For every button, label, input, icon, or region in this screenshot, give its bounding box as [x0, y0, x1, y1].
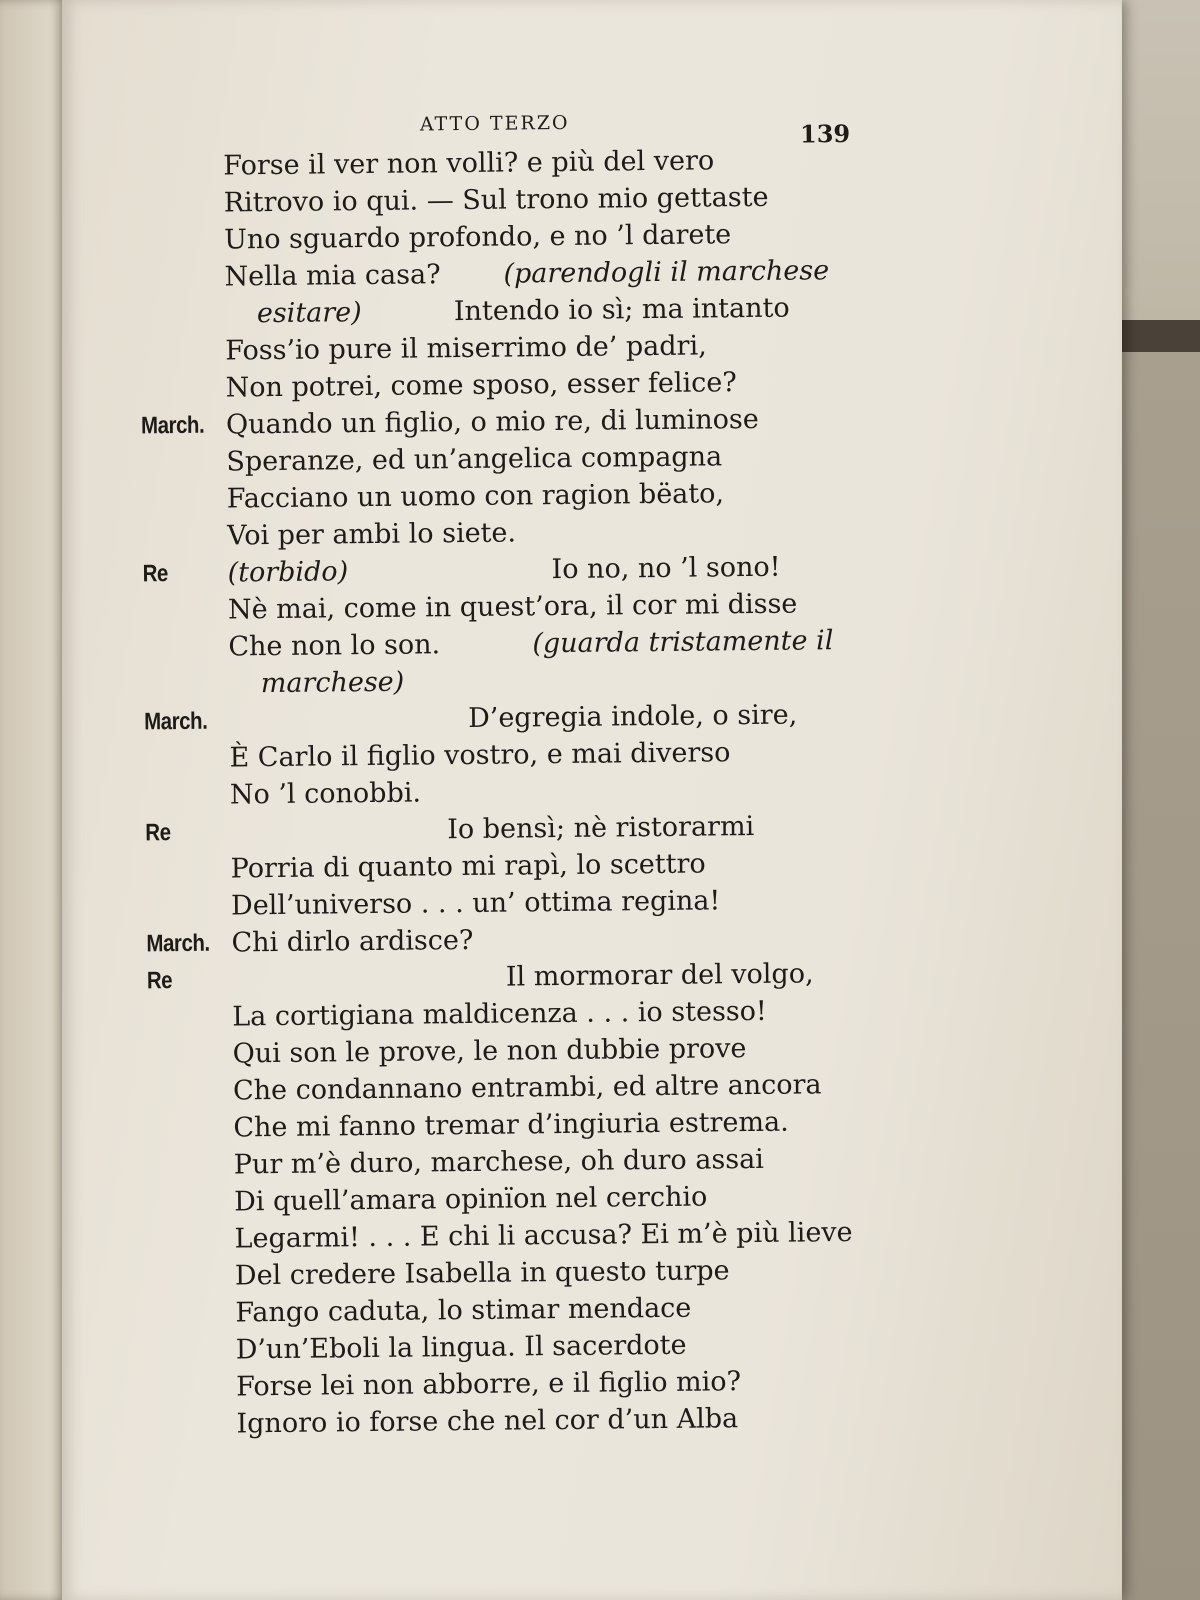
- verse-text: Facciano un uomo con ragion bëato,: [226, 478, 725, 515]
- verse-text: D’un’Eboli la lingua. Il sacerdote: [235, 1329, 687, 1366]
- verse-text: Io bensì; nè ristorarmi: [447, 810, 755, 846]
- stage-direction: (guarda tristamente il: [532, 625, 834, 660]
- verse-text: Fango caduta, lo stimar mendace: [235, 1292, 692, 1329]
- running-head: ATTO TERZO: [419, 111, 570, 136]
- verse-text: D’egregia indole, o sire,: [467, 699, 798, 734]
- verse-text: Porria di quanto mi rapì, lo scettro: [230, 848, 706, 885]
- verse-text: Non potrei, come sposo, esser felice?: [225, 367, 737, 404]
- page-content: [54, 0, 1131, 1600]
- book-page: [62, 0, 1122, 1600]
- verse-text: Forse il ver non volli? e più del vero: [223, 145, 715, 182]
- verse-text: Chi dirlo ardisce?: [231, 924, 474, 959]
- verse-text: Uno sguardo profondo, e no ’l darete: [223, 219, 732, 256]
- verse-text: Che condannano entrambi, ed altre ancora: [232, 1069, 822, 1107]
- verse-text: Voi per ambi lo siete.: [227, 517, 517, 552]
- verse-text: Il mormorar del volgo,: [505, 958, 814, 993]
- verse-text: Del credere Isabella in questo turpe: [234, 1255, 730, 1292]
- speaker-name: Re: [142, 560, 168, 588]
- verse-text: No ’l conobbi.: [229, 777, 422, 811]
- stage-direction: (parendogli il marchese: [503, 255, 830, 290]
- speaker-name: March.: [140, 411, 205, 440]
- speaker-name: Re: [145, 819, 171, 847]
- background-stack: [1120, 0, 1200, 1600]
- verse-text: Io no, no ’l sono!: [551, 551, 781, 586]
- verse-text: Quando un figlio, o mio re, di luminose: [225, 403, 759, 441]
- speaker-name: March.: [146, 929, 210, 958]
- verse-text: Che mi fanno tremar d’ingiuria estrema.: [233, 1106, 789, 1144]
- stage-direction: marchese): [260, 666, 405, 700]
- verse-text: Nella mia casa?: [224, 259, 441, 293]
- stage-direction: (torbido): [227, 556, 349, 589]
- stage-direction: esitare): [256, 297, 362, 330]
- speaker-name: Re: [146, 967, 173, 995]
- verse-text: Di quell’amara opinïon nel cerchio: [234, 1181, 708, 1218]
- verse-text: Intendo io sì; ma intanto: [453, 292, 790, 328]
- verse-text: Ignoro io forse che nel cor d’un Alba: [236, 1403, 739, 1440]
- page-number: 139: [799, 118, 851, 149]
- verse-text: Foss’io pure il miserrimo de’ padri,: [225, 330, 707, 367]
- verse-text: Pur m’è duro, marchese, oh duro assai: [233, 1143, 765, 1181]
- verse-text: Legarmi! . . . E chi li accusa? Ei m’è più lieve: [234, 1216, 853, 1255]
- verse-text: Nè mai, come in quest’ora, il cor mi disse: [227, 588, 798, 626]
- verse-text: Ritrovo io qui. — Sul trono mio gettaste: [223, 181, 769, 219]
- verse-text: Dell’universo . . . un’ ottima regina!: [230, 885, 721, 922]
- verse-text: È Carlo il figlio vostro, e mai diverso: [229, 737, 731, 774]
- verse-text: Che non lo son.: [228, 629, 441, 663]
- speaker-name: March.: [144, 707, 208, 736]
- verse-text: La cortigiana maldicenza . . . io stesso!: [232, 995, 767, 1033]
- verse-text: Speranze, ed un’angelica compagna: [226, 441, 723, 478]
- verse-text: Qui son le prove, le non dubbie prove: [232, 1033, 747, 1070]
- verse-text: Forse lei non abborre, e il figlio mio?: [235, 1366, 742, 1403]
